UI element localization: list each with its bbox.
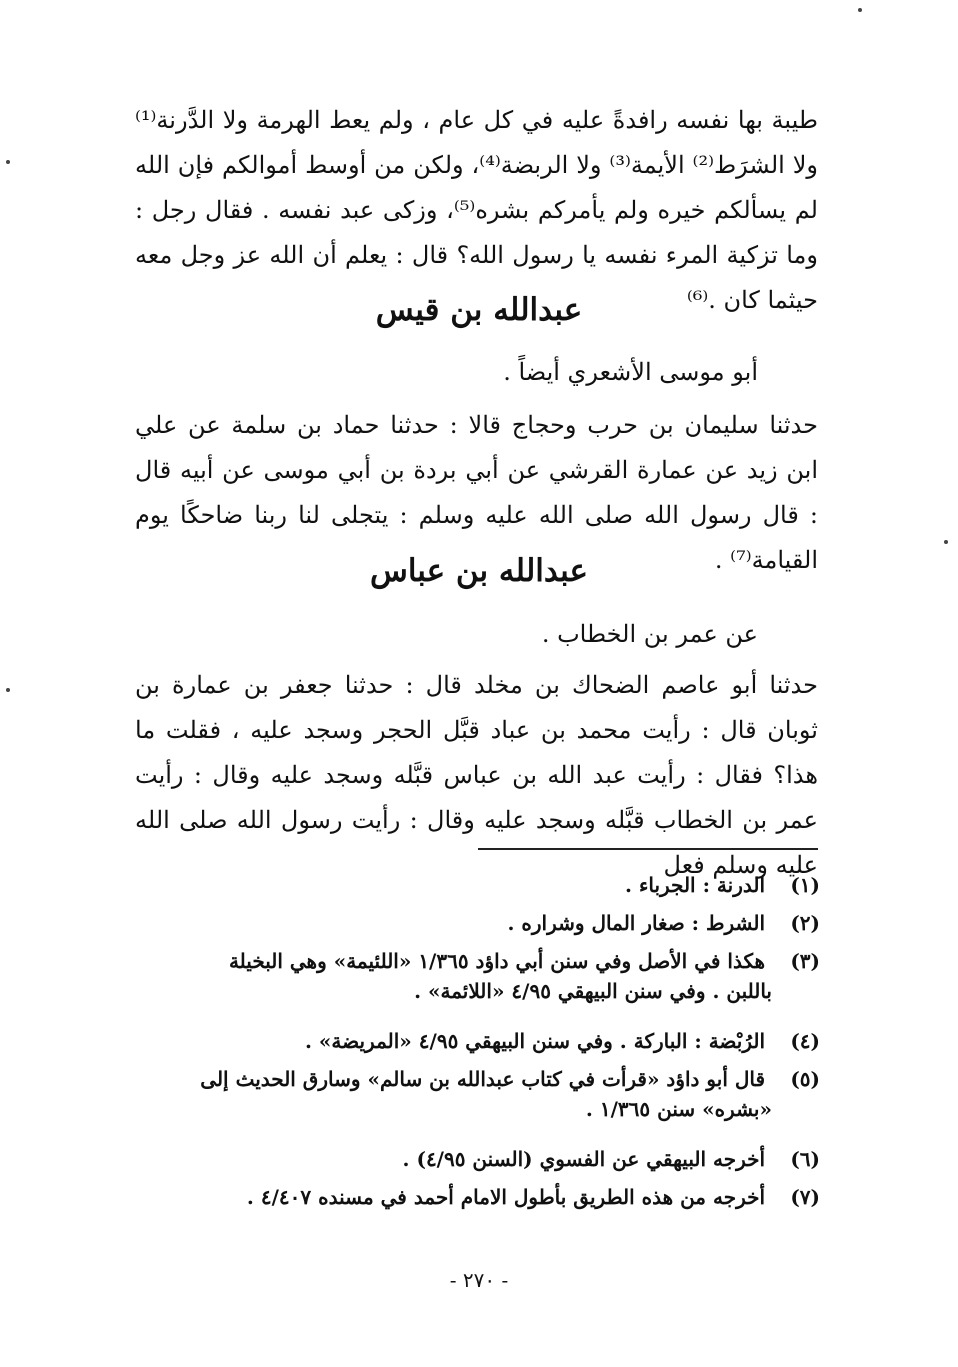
section-heading-abdullah-bin-qays: عبدالله بن قيس (375, 292, 583, 328)
footnote-number: (١) (790, 873, 820, 897)
footnote-number: (٣) (790, 949, 820, 973)
page-number: - ٢٧٠ - (449, 1268, 509, 1292)
footnote-1 (190, 870, 820, 900)
footnote-text: أخرجه من هذه الطريق بأطول الامام أحمد في مسنده ٤/٤٠٧ . (246, 1185, 766, 1209)
footnote-text-continued: «بشره» سنن ١/٣٦٥ . (585, 1097, 772, 1121)
footnote-6 (190, 1144, 820, 1174)
footnote-text: الدرنة : الجرباء . (625, 873, 766, 897)
footnote-number: (٧) (790, 1185, 820, 1209)
footnote-number: (٦) (790, 1147, 820, 1171)
opening-paragraph: طيبة بها نفسه رافدةً عليه في كل عام ، ولم يعط الهرمة ولا الدَّرنة⁽¹⁾ ولا الشرَط⁽²⁾ الأيمة⁽³⁾ ولا الربضة⁽⁴⁾، ولكن من أوسط أموالكم فإن الله لم يسألكم خيره ولم يأمركم بشره⁽⁵⁾، وزكى عبد نفسه . فقال رجل : وما تزكية المرء نفسه يا رسول الله؟ قال : يعلم أن الله عز وجل معه حيثما كان .⁽⁶⁾ (135, 106, 818, 314)
footnote-5 (190, 1064, 820, 1124)
footnote-text-continued: باللبن . وفي سنن البيهقي ٤/٩٥ «اللائمة» . (414, 979, 772, 1003)
footnote-text: أخرجه البيهقي عن الفسوي (السنن ٤/٩٥) . (402, 1147, 766, 1171)
footnote-text: هكذا في الأصل وفي سنن أبي داؤد ١/٣٦٥ «اللئيمة» وهي البخيلة (228, 949, 766, 973)
footnote-text: الرُبْضة : الباركة . وفي سنن البيهقي ٤/٩٥ «المريضة» . (305, 1029, 766, 1053)
section-subtitle: عن عمر بن الخطاب . (541, 620, 758, 648)
scan-speck (6, 688, 10, 692)
footnote-7 (190, 1182, 820, 1212)
footnote-divider (478, 848, 818, 850)
footnote-2 (190, 908, 820, 938)
footnote-text: قال أبو داؤد «قرأت في كتاب عبدالله بن سالم» وسارق الحديث إلى (200, 1067, 766, 1091)
section-heading-abdullah-bin-abbas: عبدالله بن عباس (369, 553, 588, 589)
scan-speck (6, 160, 10, 164)
footnote-4 (190, 1026, 820, 1056)
scan-speck (858, 8, 862, 12)
footnote-number: (٢) (790, 911, 820, 935)
section-paragraph: حدثنا سليمان بن حرب وحجاج قالا : حدثنا حماد بن سلمة عن علي ابن زيد عن عمارة القرشي عن أبي بردة بن أبي موسى عن أبيه قال : قال رسول الله صلى الله عليه وسلم : يتجلى لنا ربنا ضاحكًا يوم القيامة⁽⁷⁾ . (135, 411, 818, 574)
section-subtitle: أبو موسى الأشعري أيضاً . (503, 358, 758, 386)
footnote-text: الشرط : صغار المال وشراره . (507, 911, 766, 935)
section-paragraph: حدثنا أبو عاصم الضحاك بن مخلد قال : حدثنا جعفر بن عمارة بن ثوبان قال : رأيت محمد بن عباد قبَّل الحجر وسجد عليه ، فقلت ما هذا؟ فقال : رأيت عبد الله بن عباس قبَّله وسجد عليه وقال : رأيت عمر بن الخطاب قبَّله وسجد عليه وقال : رأيت رسول الله صلى الله عليه وسلم فعل (135, 671, 818, 879)
footnote-number: (٤) (790, 1029, 820, 1053)
footnote-3 (190, 946, 820, 1006)
scan-speck (944, 540, 948, 544)
footnote-number: (٥) (790, 1067, 820, 1091)
